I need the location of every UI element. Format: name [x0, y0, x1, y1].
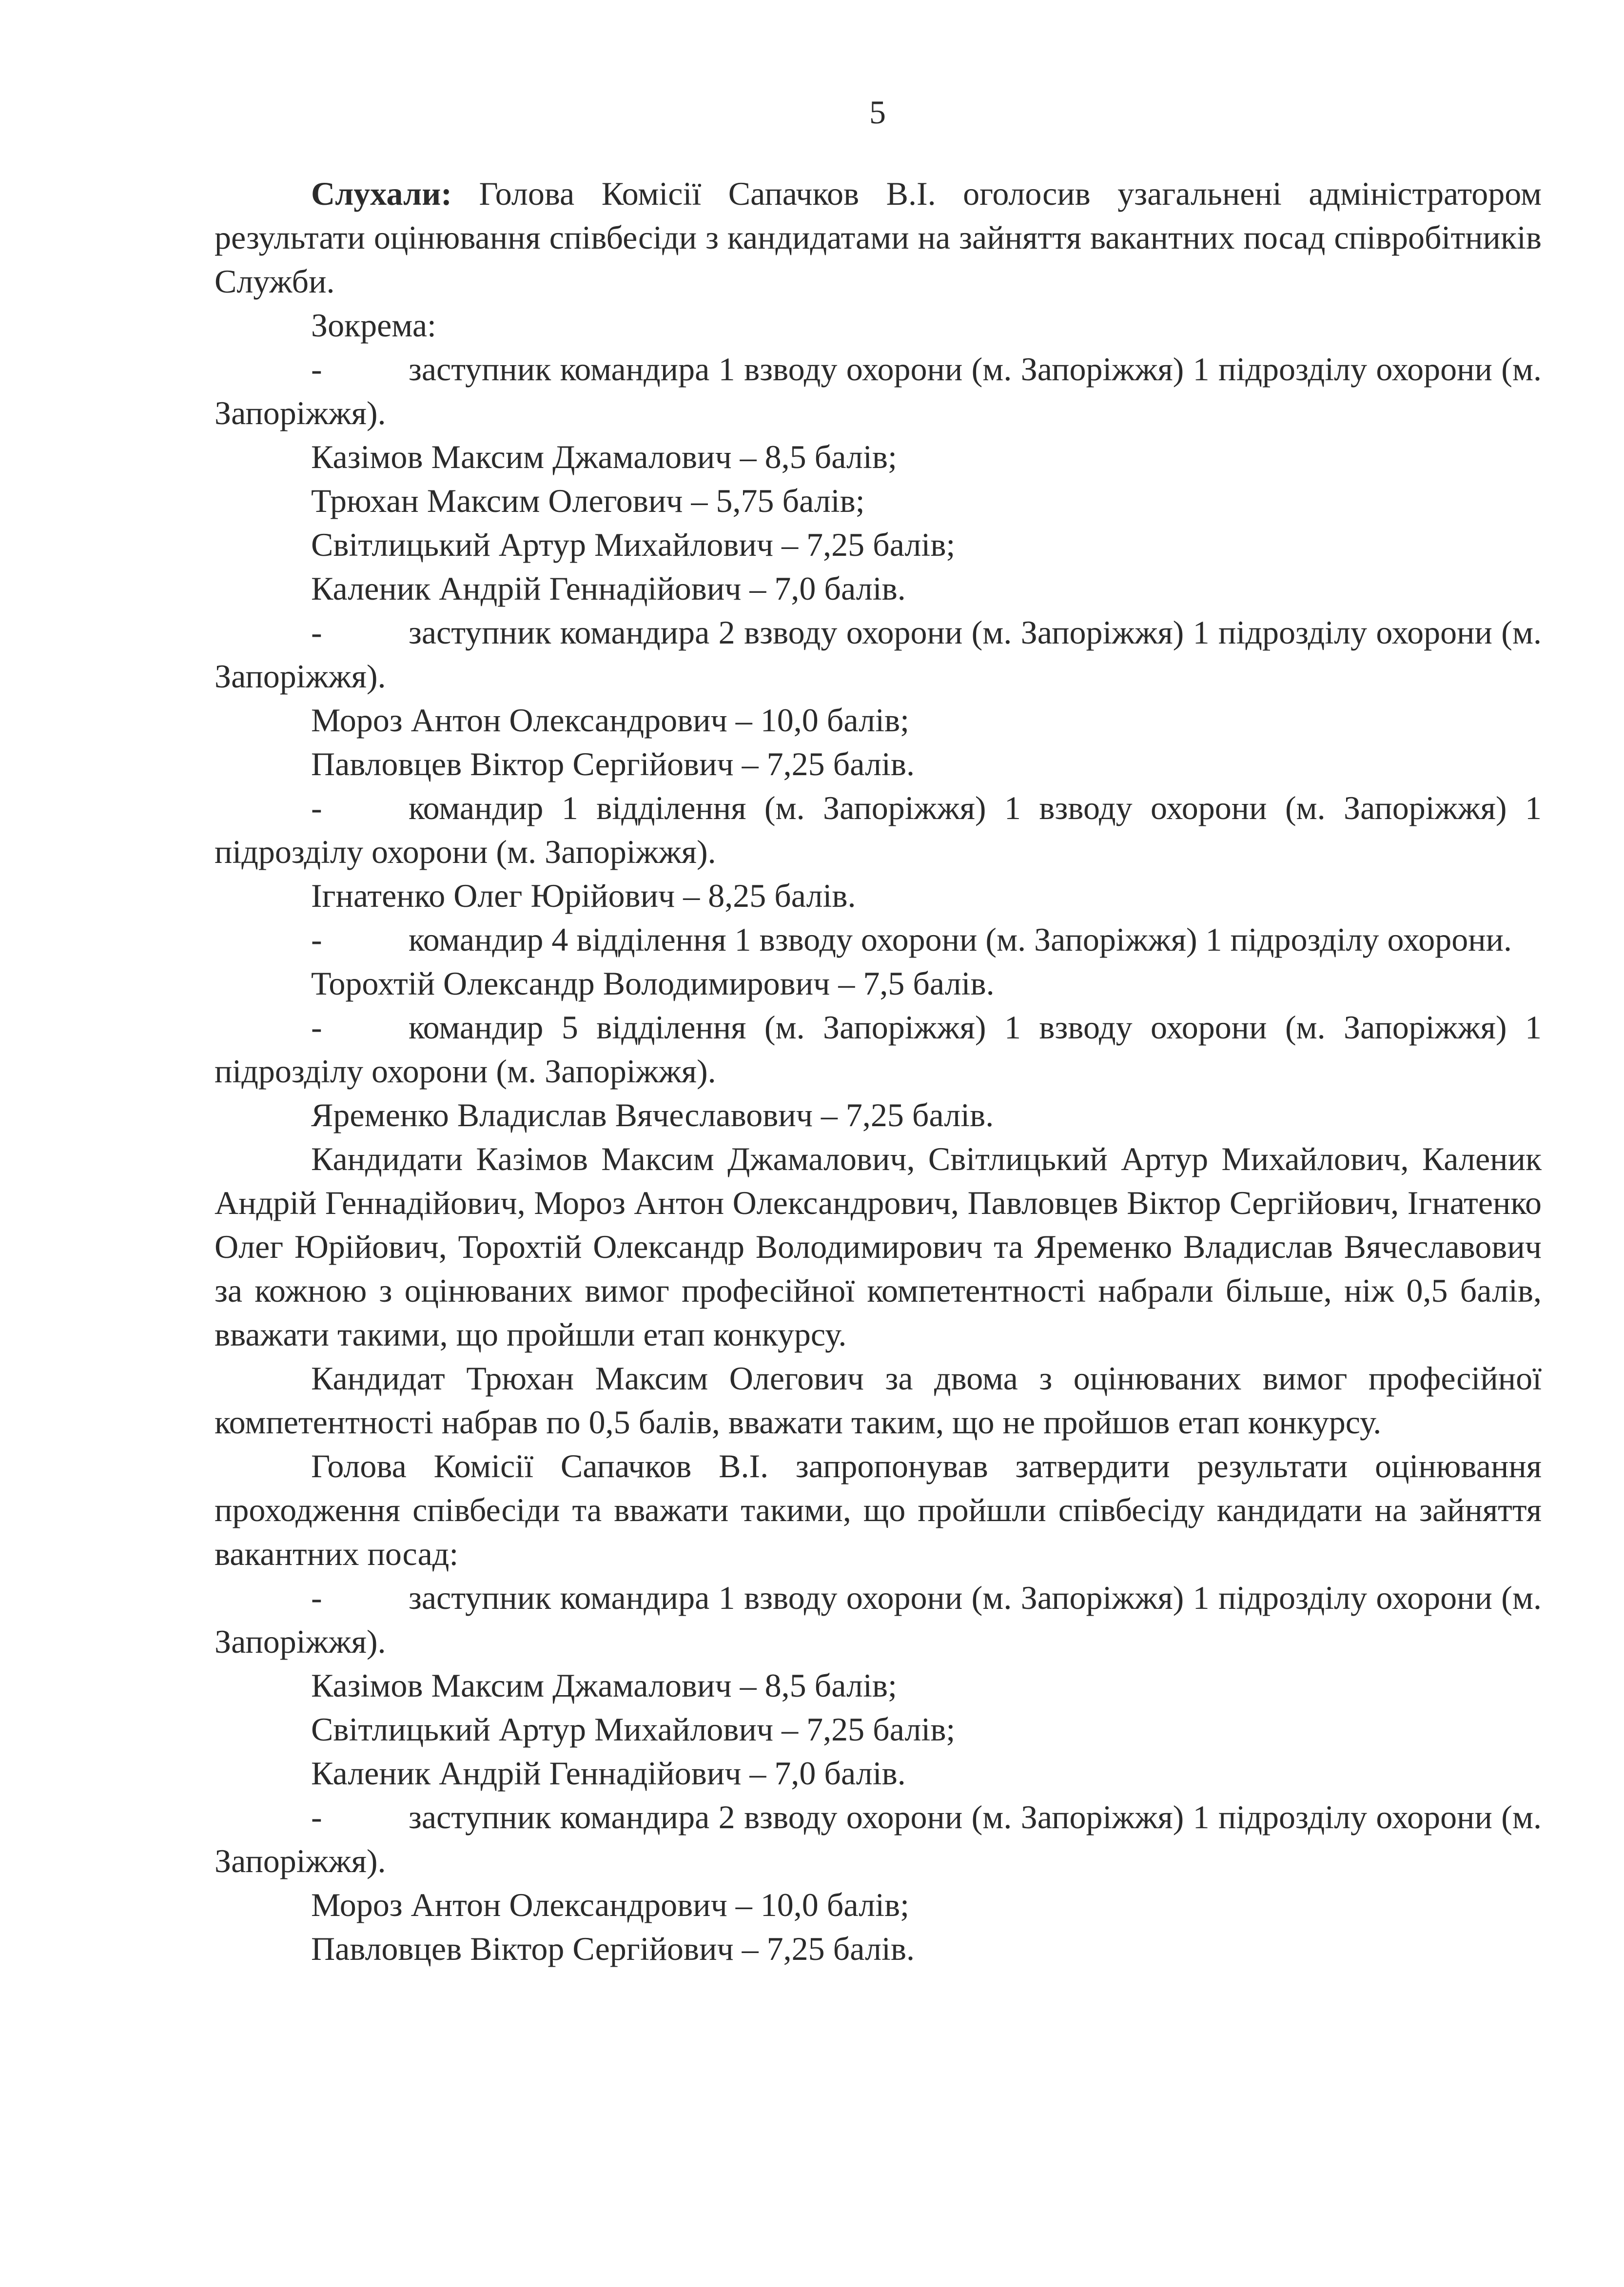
- section-label: Слухали:: [311, 175, 452, 212]
- paragraph-text: Каленик Андрій Геннадійович – 7,0 балів.: [311, 570, 906, 607]
- dash-bullet: -: [311, 614, 322, 651]
- paragraph-text: Кандидати Казімов Максим Джамалович, Світлицький Артур Михайлович, Каленик Андрій Геннадійович, Мороз Антон Олександрович, Павловцев Віктор Сергійович, Ігнатенко Олег Юрійович, Торохтій Олександр Володимирович та Яременко Владислав Вячеславович за кожною з оцінюваних вимог професійної компетентності набрали більше, ніж 0,5 балів, вважати такими, що пройшли етап конкурсу.: [215, 1140, 1542, 1353]
- list-item-position: [215, 1795, 1542, 1883]
- candidate-score-line: [215, 874, 1542, 918]
- dash-bullet: -: [311, 1798, 322, 1836]
- dash-bullet: -: [311, 351, 322, 388]
- candidate-score-line: [215, 1707, 1542, 1751]
- dash-bullet: -: [311, 1009, 322, 1046]
- paragraph-text: заступник командира 2 взводу охорони (м. Запоріжжя) 1 підрозділу охорони (м. Запоріжжя).: [215, 614, 1542, 695]
- candidate-score-line: [215, 1093, 1542, 1137]
- paragraph-text: командир 5 відділення (м. Запоріжжя) 1 взводу охорони (м. Запоріжжя) 1 підрозділу охорони (м. Запоріжжя).: [215, 1009, 1542, 1090]
- paragraph-text: Торохтій Олександр Володимирович – 7,5 балів.: [311, 965, 995, 1002]
- list-item-position: [215, 347, 1542, 435]
- paragraph-text: командир 4 відділення 1 взводу охорони (м. Запоріжжя) 1 підрозділу охорони.: [409, 921, 1512, 958]
- paragraph-text: командир 1 відділення (м. Запоріжжя) 1 взводу охорони (м. Запоріжжя) 1 підрозділу охорони (м. Запоріжжя).: [215, 789, 1542, 870]
- paragraph: [215, 303, 1542, 347]
- paragraph-text: Голова Комісії Сапачков В.І. запропонував затвердити результати оцінювання проходження співбесіди та вважати такими, що пройшли співбесіду кандидати на зайняття вакантних посад:: [215, 1447, 1542, 1572]
- list-item-position: [215, 1576, 1542, 1663]
- paragraph-text: Казімов Максим Джамалович – 8,5 балів;: [311, 438, 897, 475]
- paragraph-text: Світлицький Артур Михайлович – 7,25 балів;: [311, 1711, 956, 1748]
- paragraph-text: Світлицький Артур Михайлович – 7,25 балів;: [311, 526, 956, 563]
- paragraph-text: Казімов Максим Джамалович – 8,5 балів;: [311, 1667, 897, 1704]
- candidate-score-line: [215, 435, 1542, 479]
- paragraph-text: Павловцев Віктор Сергійович – 7,25 балів.: [311, 745, 915, 782]
- paragraph-text: Ігнатенко Олег Юрійович – 8,25 балів.: [311, 877, 856, 914]
- candidate-score-line: [215, 1663, 1542, 1707]
- dash-bullet: -: [311, 1579, 322, 1616]
- paragraph: [215, 1137, 1542, 1356]
- candidate-score-line: [215, 698, 1542, 742]
- candidate-score-line: [215, 1751, 1542, 1795]
- paragraph-text: Мороз Антон Олександрович – 10,0 балів;: [311, 1886, 909, 1923]
- page-number: 5: [869, 94, 886, 131]
- paragraph-text: Яременко Владислав Вячеславович – 7,25 балів.: [311, 1096, 994, 1134]
- paragraph-text: Голова Комісії Сапачков В.І. оголосив узагальнені адміністратором результати оцінювання співбесіди з кандидатами на зайняття вакантних посад співробітників Служби.: [215, 175, 1542, 300]
- document-body: [215, 172, 1542, 1971]
- paragraph-text: заступник командира 1 взводу охорони (м. Запоріжжя) 1 підрозділу охорони (м. Запоріжжя).: [215, 351, 1542, 431]
- list-item-position: [215, 1005, 1542, 1093]
- dash-bullet: -: [311, 789, 322, 826]
- candidate-score-line: [215, 1927, 1542, 1971]
- paragraph-text: заступник командира 1 взводу охорони (м. Запоріжжя) 1 підрозділу охорони (м. Запоріжжя).: [215, 1579, 1542, 1660]
- paragraph-text: Каленик Андрій Геннадійович – 7,0 балів.: [311, 1755, 906, 1792]
- list-item-position: [215, 918, 1542, 961]
- list-item-position: [215, 786, 1542, 874]
- paragraph: [215, 1356, 1542, 1444]
- candidate-score-line: [215, 742, 1542, 786]
- paragraph-text: Трюхан Максим Олегович – 5,75 балів;: [311, 482, 865, 519]
- candidate-score-line: [215, 523, 1542, 567]
- dash-bullet: -: [311, 921, 322, 958]
- paragraph-text: Павловцев Віктор Сергійович – 7,25 балів.: [311, 1930, 915, 1967]
- candidate-score-line: [215, 1883, 1542, 1927]
- paragraph-text: Мороз Антон Олександрович – 10,0 балів;: [311, 702, 909, 739]
- paragraph-text: Кандидат Трюхан Максим Олегович за двома з оцінюваних вимог професійної компетентності набрав по 0,5 балів, вважати таким, що не пройшов етап конкурсу.: [215, 1360, 1542, 1441]
- paragraph: [215, 1444, 1542, 1576]
- candidate-score-line: [215, 961, 1542, 1005]
- paragraph-text: Зокрема:: [311, 307, 436, 344]
- paragraph-text: заступник командира 2 взводу охорони (м. Запоріжжя) 1 підрозділу охорони (м. Запоріжжя).: [215, 1798, 1542, 1879]
- paragraph: [215, 172, 1542, 303]
- list-item-position: [215, 610, 1542, 698]
- candidate-score-line: [215, 479, 1542, 523]
- candidate-score-line: [215, 567, 1542, 610]
